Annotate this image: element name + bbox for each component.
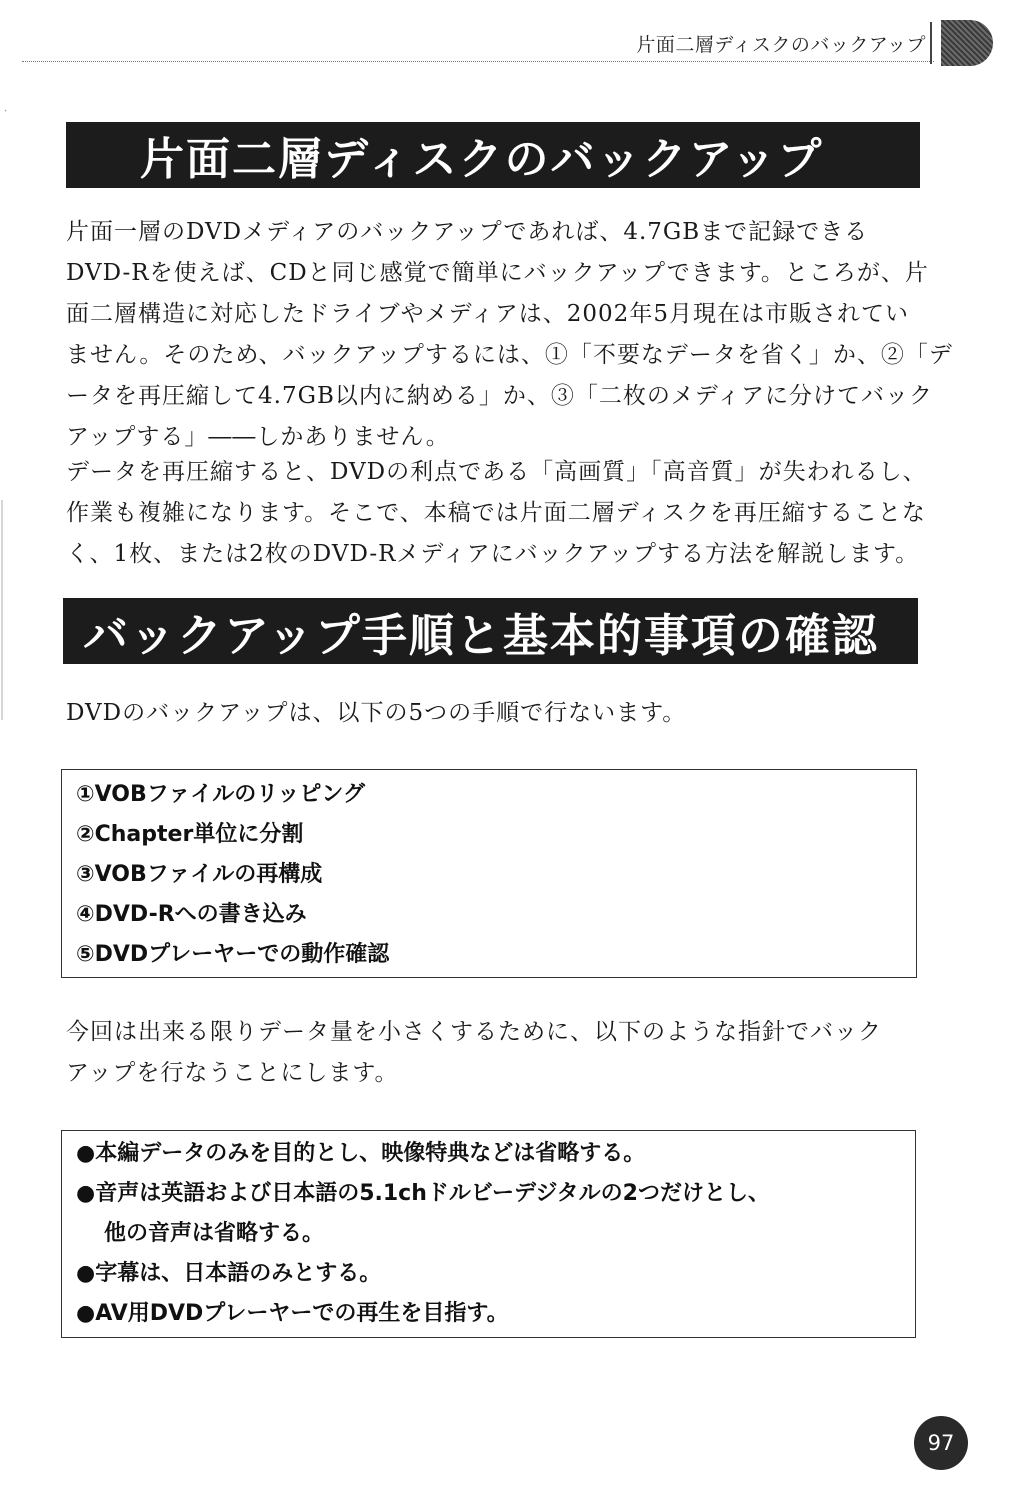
section-heading-single-side-dual-layer: 片面二層ディスクのバックアップ xyxy=(66,122,920,188)
procedure-steps-box xyxy=(61,769,917,978)
section-heading-backup-procedure: バックアップ手順と基本的事項の確認 xyxy=(63,598,918,664)
paragraph-line: アップを行なうことにします。 xyxy=(66,1060,399,1086)
running-header-title: 片面二層ディスクのバックアップ xyxy=(636,34,926,56)
policy-item: ●AV用DVDプレーヤーでの再生を目指す。 xyxy=(76,1301,509,1326)
chapter-tab-marker xyxy=(941,20,993,66)
paragraph-line: 今回は出来る限りデータ量を小さくするために、以下のような指針でバック xyxy=(66,1019,882,1045)
header-rule xyxy=(22,61,934,62)
recompression-paragraph xyxy=(66,452,927,575)
paragraph-line: DVDのバックアップは、以下の5つの手順で行ないます。 xyxy=(66,700,687,726)
header-separator xyxy=(930,22,932,64)
paragraph-line: 面二層構造に対応したドライブやメディアは、2002年5月現在は市販されてい xyxy=(66,301,909,327)
paragraph-line: 作業も複雑になります。そこで、本稿では片面二層ディスクを再圧縮することな xyxy=(66,500,926,526)
page-number-badge: 97 xyxy=(914,1416,968,1470)
procedure-intro xyxy=(66,693,922,734)
intro-paragraph xyxy=(66,212,953,458)
procedure-step: ②Chapter単位に分割 xyxy=(76,822,304,847)
paragraph-line: 片面一層のDVDメディアのバックアップであれば、4.7GBまで記録できる xyxy=(66,219,869,245)
margin-mark: ᐩ xyxy=(4,108,8,117)
policy-box xyxy=(61,1130,916,1338)
policy-intro xyxy=(66,1012,922,1094)
paragraph-line: データを再圧縮すると、DVDの利点である「高画質」「高音質」が失われるし、 xyxy=(66,459,927,485)
procedure-step: ③VOBファイルの再構成 xyxy=(76,862,323,887)
paragraph-line: く、1枚、または2枚のDVD-Rメディアにバックアップする方法を解説します。 xyxy=(66,541,920,567)
paragraph-line: ータを再圧縮して4.7GB以内に納める」か、③「二枚のメディアに分けてバック xyxy=(66,383,934,409)
policy-item: ●字幕は、日本語のみとする。 xyxy=(76,1261,382,1286)
paragraph-line: ません。そのため、バックアップするには、①「不要なデータを省く」か、②「デ xyxy=(66,342,953,368)
paragraph-line: DVD-Rを使えば、CDと同じ感覚で簡単にバックアップできます。ところが、片 xyxy=(66,260,929,286)
policy-item-continuation: 他の音声は省略する。 xyxy=(104,1221,325,1246)
procedure-step: ⑤DVDプレーヤーでの動作確認 xyxy=(76,942,390,967)
binding-edge-line xyxy=(1,500,3,720)
paragraph-line: アップする」――しかありません。 xyxy=(66,424,450,450)
procedure-step: ①VOBファイルのリッピング xyxy=(76,782,365,807)
policy-item: ●本編データのみを目的とし、映像特典などは省略する。 xyxy=(76,1141,646,1166)
procedure-step: ④DVD-Rへの書き込み xyxy=(76,902,307,927)
policy-item: ●音声は英語および日本語の5.1chドルビーデジタルの2つだけとし、 xyxy=(76,1181,770,1206)
